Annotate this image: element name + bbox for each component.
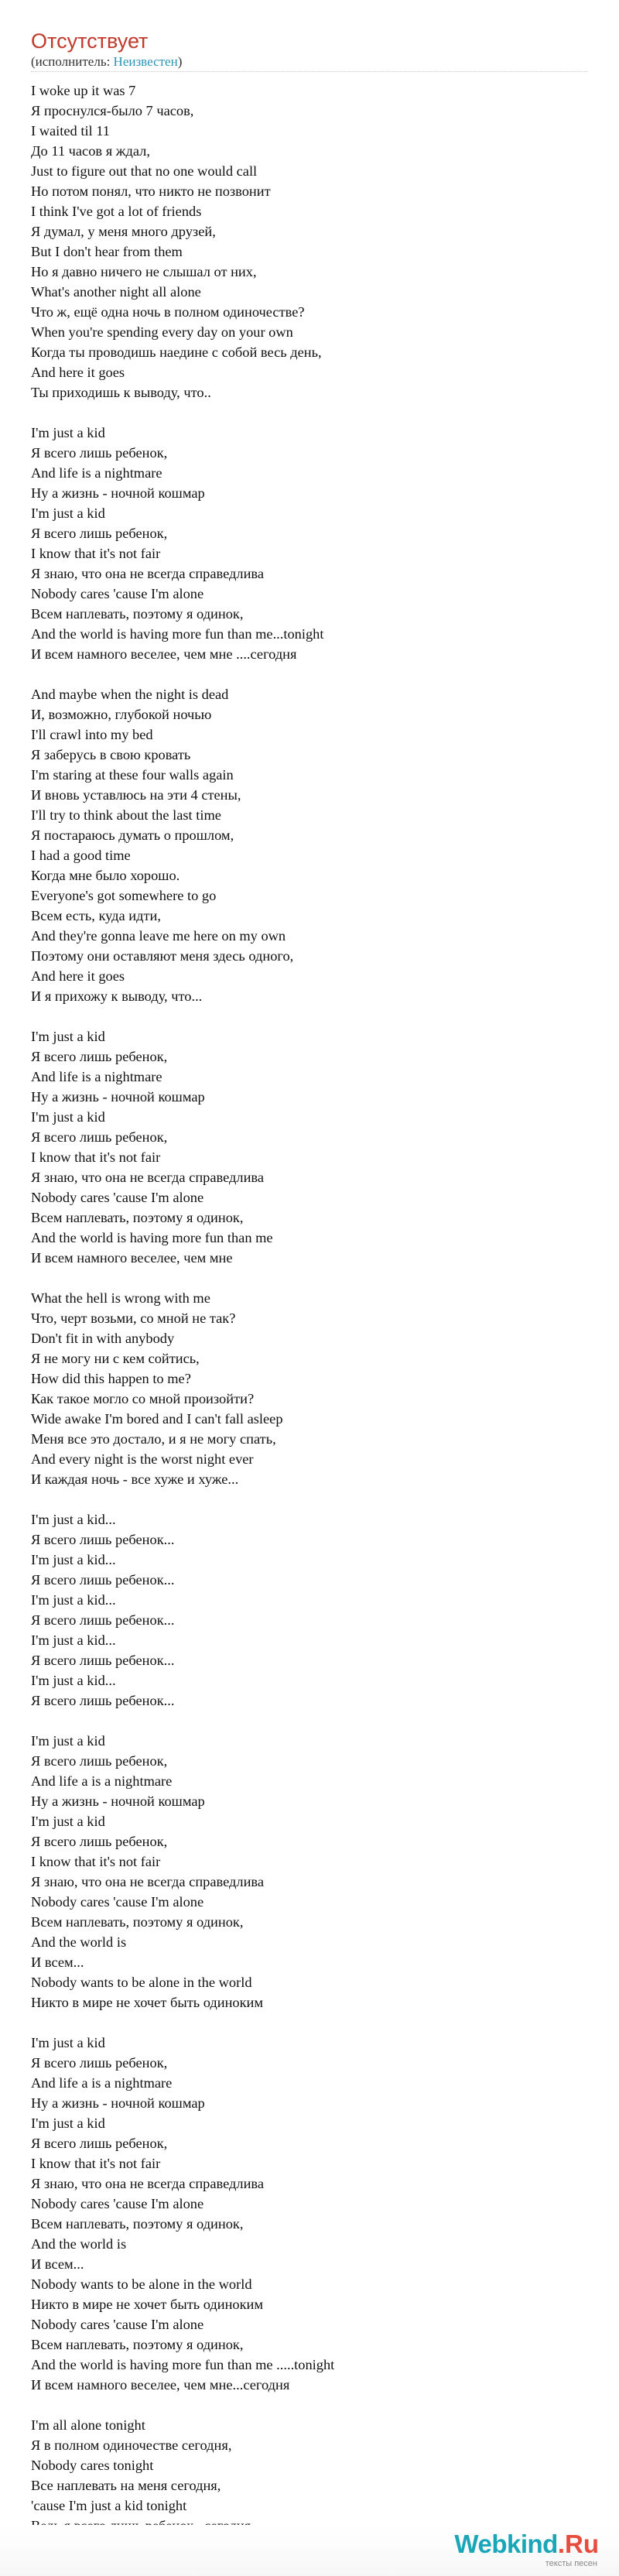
lyric-line: And every night is the worst night ever [31, 1451, 254, 1467]
lyric-line: Когда мне было хорошо. [31, 868, 180, 883]
lyric-line: Всем наплевать, поэтому я одинок, [31, 1914, 244, 1930]
lyric-line: Я всего лишь ребенок, [31, 1049, 168, 1064]
lyric-line: And the world is having more fun than me .....tonight [31, 2357, 335, 2372]
lyric-line: И, возможно, глубокой ночью [31, 707, 212, 722]
lyric-line: Но я давно ничего не слышал от них, [31, 264, 257, 279]
lyric-line: И вновь уставлюсь на эти 4 стены, [31, 787, 241, 803]
lyric-line: Nobody cares 'cause I'm alone [31, 2196, 204, 2211]
lyric-line: Никто в мире не хочет быть одиноким [31, 1995, 264, 2010]
lyric-line: Всем есть, куда идти, [31, 908, 161, 923]
lyric-line: Я всего лишь ребенок... [31, 1612, 175, 1628]
lyric-line: И всем намного веселее, чем мне [31, 1250, 233, 1266]
lyric-line: And life a is a nightmare [31, 2075, 173, 2091]
lyric-line: And the world is having more fun than me [31, 1230, 273, 1245]
logo-domain-text: .Ru [557, 2530, 599, 2558]
lyric-line: Nobody cares 'cause I'm alone [31, 586, 204, 601]
lyric-line: Я проснулся-было 7 часов, [31, 103, 194, 118]
lyric-line: Я в полном одиночестве сегодня, [31, 2437, 232, 2453]
artist-link[interactable]: Неизвестен [113, 54, 178, 69]
lyric-line: Я знаю, что она не всегда справедлива [31, 2176, 265, 2191]
lyric-line: I'm just a kid [31, 1733, 105, 1749]
lyric-line: How did this happen to me? [31, 1371, 191, 1386]
lyrics-verse [31, 1026, 588, 1268]
lyric-line: I'm just a kid [31, 1109, 105, 1125]
lyrics-verse [31, 1731, 588, 2012]
lyric-line: Я заберусь в свою кровать [31, 747, 191, 762]
lyric-line: Я всего лишь ребенок... [31, 1653, 175, 1668]
lyric-line: I'll crawl into my bed [31, 727, 153, 742]
lyric-line: И я прихожу к выводу, что... [31, 988, 203, 1004]
lyrics-verse [31, 2415, 588, 2536]
lyrics-verse [31, 2033, 588, 2395]
lyric-line: And here it goes [31, 968, 125, 984]
logo-subtitle: тексты песен [545, 2559, 597, 2568]
lyric-line: I'm just a kid [31, 2035, 105, 2050]
lyric-line: Nobody cares 'cause I'm alone [31, 1190, 204, 1205]
lyric-line: Я всего лишь ребенок, [31, 1834, 168, 1849]
lyrics-body [31, 80, 588, 2556]
lyric-line: I'm just a kid [31, 2115, 105, 2131]
lyric-line: Что, черт возьми, со мной не так? [31, 1310, 236, 1326]
lyric-line: I'm just a kid... [31, 1632, 116, 1648]
lyric-line: Но потом понял, что никто не позвонит [31, 183, 271, 199]
footer [0, 2525, 619, 2576]
lyric-line: I'm all alone tonight [31, 2417, 145, 2433]
lyric-line: Я всего лишь ребенок, [31, 1753, 168, 1769]
lyric-line: Ты приходишь к выводу, что.. [31, 385, 211, 400]
lyric-line: And here it goes [31, 365, 125, 380]
lyric-line: Just to figure out that no one would call [31, 163, 258, 179]
lyric-line: Когда ты проводишь наедине с собой весь день, [31, 344, 322, 360]
lyric-line: Я всего лишь ребенок, [31, 1129, 168, 1145]
lyric-line: What the hell is wrong with me [31, 1290, 210, 1306]
lyric-line: Я знаю, что она не всегда справедлива [31, 1170, 265, 1185]
lyric-line: И всем намного веселее, чем мне ....сегодня [31, 646, 297, 662]
lyric-line: Я всего лишь ребенок, [31, 445, 168, 461]
lyric-line: Всем наплевать, поэтому я одинок, [31, 606, 244, 622]
lyric-line: And the world is [31, 1934, 127, 1950]
lyric-line: And life is a nightmare [31, 1069, 162, 1084]
lyric-line: Nobody cares tonight [31, 2458, 154, 2473]
lyrics-verse [31, 1509, 588, 1711]
lyric-line: Я постараюсь думать о прошлом, [31, 827, 234, 843]
lyric-line: Что ж, ещё одна ночь в полном одиночестве? [31, 304, 305, 320]
lyric-line: I know that it's not fair [31, 1854, 161, 1869]
lyric-line: I'm just a kid [31, 425, 105, 440]
artist-prefix: (исполнитель: [31, 54, 114, 69]
lyric-line: 'cause I'm just a kid tonight [31, 2498, 187, 2513]
lyric-line: Никто в мире не хочет быть одиноким [31, 2297, 264, 2312]
lyric-line: When you're spending every day on your own [31, 324, 293, 340]
lyric-line: Nobody wants to be alone in the world [31, 1975, 252, 1990]
artist-suffix: ) [177, 54, 183, 69]
lyric-line: Ну а жизнь - ночной кошмар [31, 2095, 205, 2111]
lyric-line: I'm just a kid... [31, 1512, 116, 1527]
lyric-line: Ну а жизнь - ночной кошмар [31, 1089, 205, 1105]
lyric-line: I'm just a kid [31, 505, 105, 521]
lyric-line: And life is a nightmare [31, 465, 162, 481]
lyrics-verse [31, 684, 588, 1006]
lyric-line: Всем наплевать, поэтому я одинок, [31, 1210, 244, 1225]
lyric-line: Nobody cares 'cause I'm alone [31, 2317, 204, 2332]
lyric-line: I woke up it was 7 [31, 83, 136, 98]
lyric-line: But I don't hear from them [31, 244, 183, 259]
lyric-line: Все наплевать на меня сегодня, [31, 2478, 221, 2493]
lyric-line: Я всего лишь ребенок... [31, 1532, 175, 1547]
lyric-line: I had a good time [31, 848, 131, 863]
logo-main-text: Webkind [454, 2530, 558, 2558]
lyrics-verse [31, 423, 588, 664]
lyric-line: Я всего лишь ребенок... [31, 1572, 175, 1588]
lyric-line: I'm just a kid... [31, 1552, 116, 1567]
lyric-line: И каждая ночь - все хуже и хуже... [31, 1471, 239, 1487]
lyrics-verse [31, 80, 588, 402]
lyric-line: Ну а жизнь - ночной кошмар [31, 485, 205, 501]
lyric-line: And life a is a nightmare [31, 1773, 173, 1789]
lyric-line: Всем наплевать, поэтому я одинок, [31, 2216, 244, 2232]
lyric-line: I'm just a kid [31, 1029, 105, 1044]
lyric-line: Nobody wants to be alone in the world [31, 2276, 252, 2292]
lyric-line: And they're gonna leave me here on my own [31, 928, 286, 944]
lyric-line: Я не могу ни с кем сойтись, [31, 1351, 200, 1366]
lyric-line: До 11 часов я ждал, [31, 143, 150, 159]
lyric-line: Я всего лишь ребенок... [31, 1693, 175, 1708]
lyric-line: I think I've got a lot of friends [31, 204, 202, 219]
lyric-line: Всем наплевать, поэтому я одинок, [31, 2337, 244, 2352]
lyric-line: Я знаю, что она не всегда справедлива [31, 566, 265, 581]
lyric-line: I'm staring at these four walls again [31, 767, 234, 783]
lyric-line: Don't fit in with anybody [31, 1331, 175, 1346]
lyric-line: Wide awake I'm bored and I can't fall asleep [31, 1411, 283, 1427]
lyric-line: Я думал, у меня много друзей, [31, 224, 216, 239]
lyric-line: I know that it's not fair [31, 1149, 161, 1165]
lyric-line: Ну а жизнь - ночной кошмар [31, 1793, 205, 1809]
lyric-line: I'm just a kid [31, 1814, 105, 1829]
site-logo[interactable] [454, 2530, 599, 2568]
lyric-line: Как такое могло со мной произойти? [31, 1391, 255, 1406]
lyric-line: И всем намного веселее, чем мне...сегодня [31, 2377, 290, 2393]
lyric-line: Nobody cares 'cause I'm alone [31, 1894, 204, 1910]
lyric-line: И всем... [31, 2256, 84, 2272]
lyrics-verse [31, 1288, 588, 1489]
lyric-line: Я всего лишь ребенок, [31, 2055, 168, 2071]
lyric-line: Я всего лишь ребенок, [31, 2136, 168, 2151]
lyric-line: Everyone's got somewhere to go [31, 888, 217, 903]
lyric-line: Я всего лишь ребенок, [31, 526, 168, 541]
artist-line [31, 54, 182, 70]
lyric-line: And the world is [31, 2236, 127, 2252]
lyric-line: I'm just a kid... [31, 1592, 116, 1608]
lyric-line: Поэтому они оставляют меня здесь одного, [31, 948, 294, 964]
lyric-line: What's another night all alone [31, 284, 201, 300]
lyric-line: I know that it's not fair [31, 2156, 161, 2171]
lyric-line: I know that it's not fair [31, 546, 161, 561]
lyric-line: И всем... [31, 1954, 84, 1970]
lyric-line: And the world is having more fun than me...tonight [31, 626, 324, 642]
lyric-line: I waited til 11 [31, 123, 110, 139]
lyric-line: I'll try to think about the last time [31, 807, 221, 823]
lyric-line: Меня все это достало, и я не могу спать, [31, 1431, 276, 1447]
lyric-line: Я знаю, что она не всегда справедлива [31, 1874, 265, 1889]
lyric-line: And maybe when the night is dead [31, 687, 229, 702]
song-title: Отсутствует [31, 29, 149, 53]
header-divider [31, 71, 588, 72]
lyric-line: I'm just a kid... [31, 1673, 116, 1688]
